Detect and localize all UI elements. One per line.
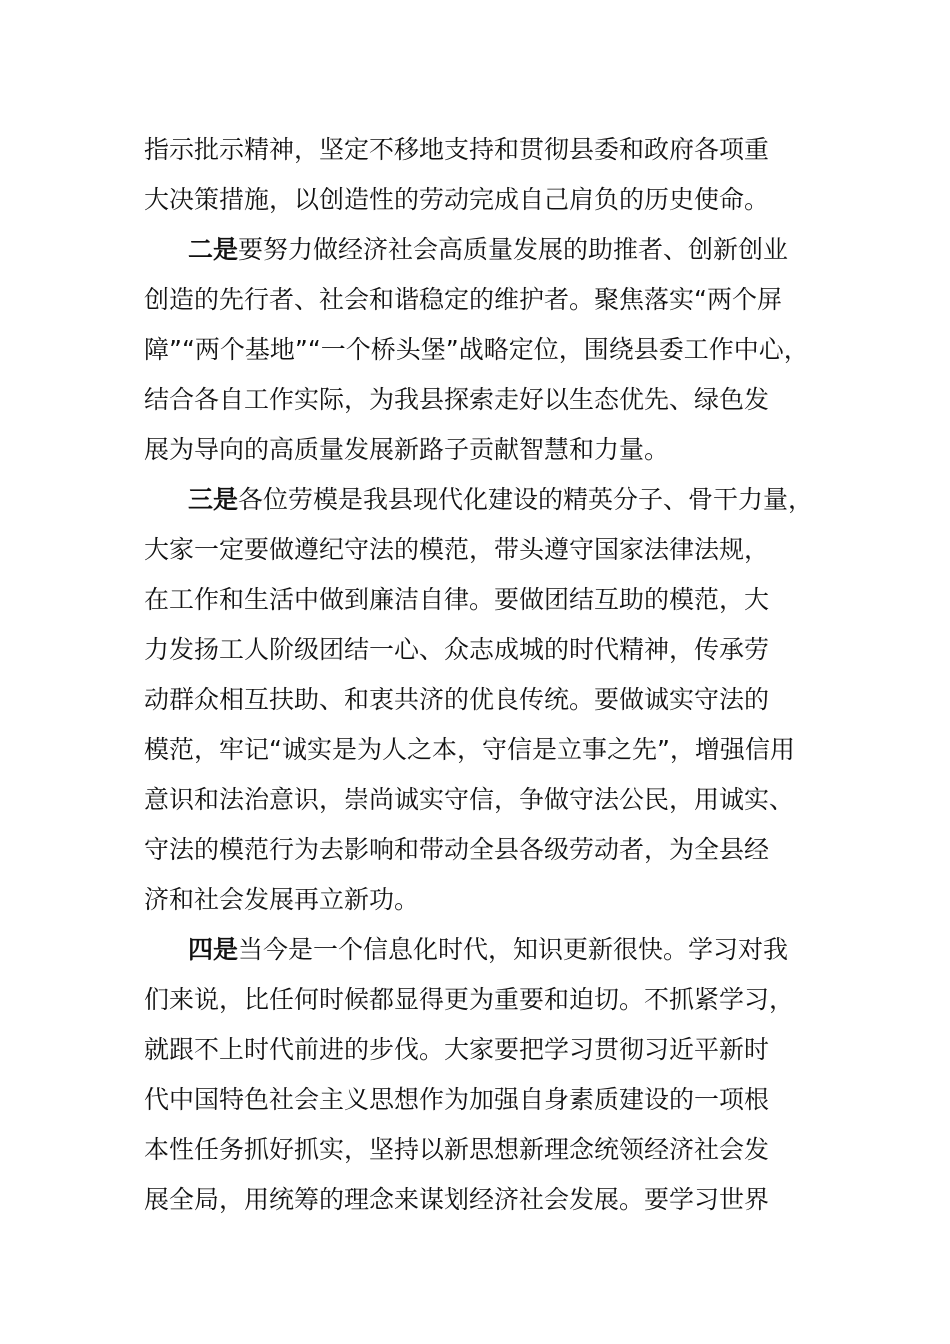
text-line: 们来说，比任何时候都显得更为重要和迫切。不抓紧学习， [144, 985, 795, 1014]
paragraph-lead: 三是 [188, 485, 239, 514]
text-line: 展为导向的高质量发展新路子贡献智慧和力量。 [144, 435, 670, 464]
text-line-first [144, 925, 834, 975]
text-line: 在工作和生活中做到廉洁自律。要做团结互助的模范，大 [144, 585, 770, 614]
paragraph-4 [144, 925, 834, 1225]
text-line: 意识和法治意识，崇尚诚实守信，争做守法公民，用诚实、 [144, 785, 795, 814]
paragraph-1 [144, 125, 834, 225]
text-line: 结合各自工作实际，为我县探索走好以生态优先、绿色发 [144, 385, 770, 414]
text-line: 动群众相互扶助、和衷共济的优良传统。要做诚实守法的 [144, 685, 770, 714]
text-segment: 要努力做经济社会高质量发展的助推者、创新创业 [238, 235, 789, 264]
text-line: 创造的先行者、社会和谐稳定的维护者。聚焦落实“两个屏 [144, 285, 782, 314]
paragraph-3 [144, 475, 834, 925]
text-line-first [144, 225, 834, 275]
text-line: 守法的模范行为去影响和带动全县各级劳动者，为全县经 [144, 835, 770, 864]
text-line: 大决策措施，以创造性的劳动完成自己肩负的历史使命。 [144, 185, 770, 214]
text-line: 指示批示精神，坚定不移地支持和贯彻县委和政府各项重 [144, 135, 770, 164]
text-segment: 当今是一个信息化时代，知识更新很快。学习对我 [238, 935, 789, 964]
text-line: 就跟不上时代前进的步伐。大家要把学习贯彻习近平新时 [144, 1035, 770, 1064]
text-line: 济和社会发展再立新功。 [144, 885, 420, 914]
text-line: 大家一定要做遵纪守法的模范，带头遵守国家法律法规， [144, 535, 770, 564]
text-line: 障”“两个基地”“一个桥头堡”战略定位，围绕县委工作中心， [144, 335, 809, 364]
text-line: 代中国特色社会主义思想作为加强自身素质建设的一项根 [144, 1085, 770, 1114]
paragraph-lead: 四是 [188, 935, 239, 964]
text-line: 本性任务抓好抓实，坚持以新思想新理念统领经济社会发 [144, 1135, 770, 1164]
text-line: 力发扬工人阶级团结一心、众志成城的时代精神，传承劳 [144, 635, 770, 664]
paragraph-2 [144, 225, 834, 475]
text-line-first [144, 475, 834, 525]
document-body [144, 125, 834, 1225]
text-segment: 各位劳模是我县现代化建设的精英分子、骨干力量， [238, 485, 814, 514]
text-line: 模范，牢记“诚实是为人之本，守信是立事之先”，增强信用 [144, 735, 795, 764]
text-line: 展全局，用统筹的理念来谋划经济社会发展。要学习世界 [144, 1185, 770, 1214]
paragraph-lead: 二是 [188, 235, 239, 264]
